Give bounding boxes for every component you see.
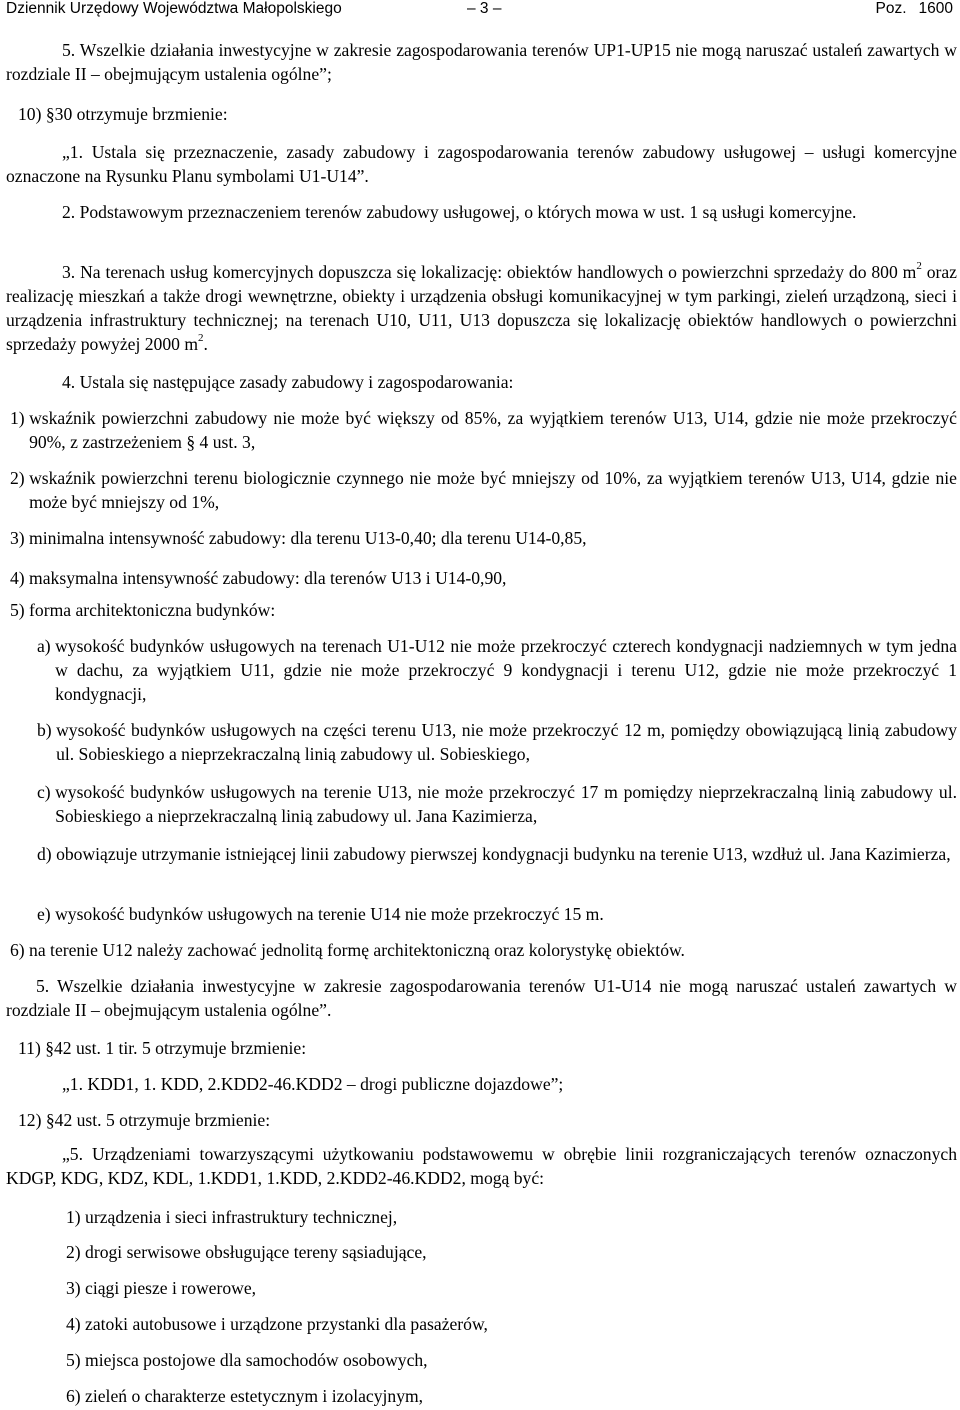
rule-5b — [37, 718, 957, 766]
rule-4: 4) maksymalna intensywność zabudowy: dla terenów U13 i U14-0,90, — [10, 568, 507, 588]
list-text: wskaźnik powierzchni terenu biologicznie czynnego nie może być mniejszy od 10%, za wyjątkiem terenów U13, U14, gdzie nie może być mniejszy od 1%, — [29, 468, 957, 512]
section42-point5: „5. Urządzeniami towarzyszącymi użytkowaniu podstawowemu w obrębie linii rozgraniczających terenów oznaczonych KDGP, KDG, KDZ, KDL, 1.KDD1, 1.KDD, 2.KDD2-46.KDD2, mogą być: — [6, 1144, 957, 1188]
rule-5d — [37, 842, 957, 866]
section30-point3 — [6, 260, 957, 356]
item-11: 11) §42 ust. 1 tir. 5 otrzymuje brzmienie: — [18, 1038, 307, 1058]
item-12: 12) §42 ust. 5 otrzymuje brzmienie: — [18, 1110, 271, 1130]
list-label: c) — [37, 782, 56, 802]
rule-5c — [37, 780, 957, 828]
section30-point1: „1. Ustala się przeznaczenie, zasady zabudowy i zagospodarowania terenów zabudowy usługowej – usługi komercyjne oznaczone na Rysunku Planu symbolami U1-U14”. — [6, 142, 957, 186]
position-value: 1600 — [918, 0, 953, 17]
rule-5a — [37, 634, 957, 706]
list-label: d) — [37, 844, 57, 864]
section42-point1: „1. KDD1, 1. KDD, 2.KDD2-46.KDD2 – drogi publiczne dojazdowe”; — [62, 1074, 564, 1094]
section30-point5: 5. Wszelkie działania inwestycyjne w zakresie zagospodarowania terenów U1-U14 nie mogą naruszać ustaleń zawartych w rozdziale II – obejmującym ustalenia ogólne”. — [6, 976, 957, 1020]
list-label: 1) — [10, 408, 30, 428]
rule-6: 6) na terenie U12 należy zachować jednolitą formę architektoniczną oraz kolorystykę obiektów. — [10, 940, 685, 960]
list-text: wysokość budynków usługowych na części terenu U13, nie może przekroczyć 12 m, pomiędzy obowiązującą linią zabudowy ul. Sobieskiego a nieprzekraczalną linią zabudowy ul. Sobieskiego, — [56, 720, 957, 764]
section30-point3-part3: . — [203, 334, 208, 354]
list-label: 2) — [10, 468, 30, 488]
list-3: 3) ciągi piesze i rowerowe, — [66, 1278, 257, 1298]
list-text: wskaźnik powierzchni zabudowy nie może być większy od 85%, za wyjątkiem terenów U13, U14, gdzie nie może przekroczyć 90%, z zastrzeżeniem § 4 ust. 3, — [29, 408, 957, 452]
paragraph-intro-5: 5. Wszelkie działania inwestycyjne w zakresie zagospodarowania terenów UP1-UP15 nie mogą naruszać ustaleń zawartych w rozdziale II – obejmującym ustalenia ogólne”; — [6, 40, 957, 84]
list-2: 2) drogi serwisowe obsługujące tereny sąsiadujące, — [66, 1242, 427, 1262]
rule-3: 3) minimalna intensywność zabudowy: dla terenu U13-0,40; dla terenu U14-0,85, — [10, 528, 587, 548]
list-5: 5) miejsca postojowe dla samochodów osobowych, — [66, 1350, 428, 1370]
rule-1 — [10, 406, 957, 454]
section30-point2: 2. Podstawowym przeznaczeniem terenów zabudowy usługowej, o których mowa w ust. 1 są usługi komercyjne. — [62, 202, 857, 222]
superscript: 2 — [198, 332, 204, 345]
list-label: b) — [37, 720, 57, 740]
list-4: 4) zatoki autobusowe i urządzone przystanki dla pasażerów, — [66, 1314, 488, 1334]
list-6: 6) zieleń o charakterze estetycznym i izolacyjnym, — [66, 1386, 424, 1406]
rule-2 — [10, 466, 957, 514]
page-number: – 3 – — [467, 0, 502, 17]
list-text: wysokość budynków usługowych na terenach U1-U12 nie może przekroczyć czterech kondygnacji nadziemnych w tym jedna w dachu, za wyjątkiem U11, gdzie nie może przekroczyć 9 kondygnacji i terenu U12, gdzie nie może przekroczyć 1 kondygnacji, — [55, 636, 957, 704]
section30-point3-part1: 3. Na terenach usług komercyjnych dopuszcza się lokalizację: obiektów handlowych o powierzchni sprzedaży do 800 m — [62, 262, 917, 282]
rule-5e: e) wysokość budynków usługowych na terenie U14 nie może przekroczyć 15 m. — [37, 904, 604, 924]
journal-title: Dziennik Urzędowy Województwa Małopolskiego — [6, 0, 342, 17]
list-1: 1) urządzenia i sieci infrastruktury technicznej, — [66, 1207, 398, 1227]
list-label: a) — [37, 636, 56, 656]
item-10: 10) §30 otrzymuje brzmienie: — [18, 104, 228, 124]
superscript: 2 — [916, 260, 922, 273]
rule-5: 5) forma architektoniczna budynków: — [10, 600, 276, 620]
page-header — [6, 0, 957, 24]
list-text: obowiązuje utrzymanie istniejącej linii zabudowy pierwszej kondygnacji budynku na terenie U13, wzdłuż ul. Jana Kazimierza, — [56, 844, 951, 864]
list-text: wysokość budynków usługowych na terenie U13, nie może przekroczyć 17 m pomiędzy nieprzekraczalną linią zabudowy ul. Sobieskiego a nieprzekraczalną linią zabudowy ul. Jana Kazimierza, — [55, 782, 957, 826]
section30-point3-part2: oraz realizację mieszkań a także drogi wewnętrzne, obiekty i urządzenia obsługi komunikacyjnej w tym parkingi, zieleń urządzoną, sieci i urządzenia infrastruktury technicznej; na terenach U10, U11, U13 dopuszcza się lokalizację obiektów handlowych o powierzchni sprzedaży powyżej 2000 m — [6, 262, 957, 354]
section30-point4: 4. Ustala się następujące zasady zabudowy i zagospodarowania: — [62, 372, 514, 392]
position-number — [864, 0, 954, 18]
position-label: Poz. — [875, 0, 907, 17]
